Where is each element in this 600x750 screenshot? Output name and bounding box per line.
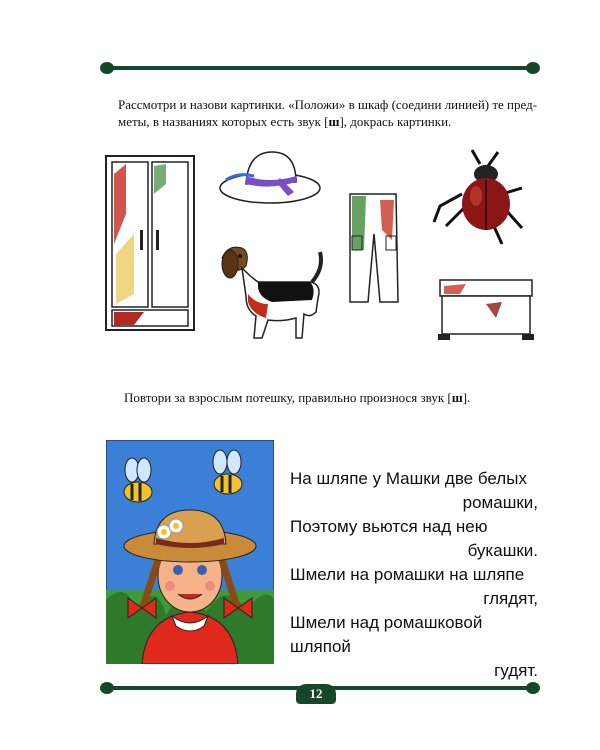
hat-picture[interactable] [218,146,322,206]
poem-line-8: гудят. [494,661,538,680]
poem-line-2: ромашки, [462,493,538,512]
poem-line-6: глядят, [483,589,538,608]
poem [290,467,546,683]
task1-line2: меты, в названиях которых есть звук [ш], докрась картинки. [118,114,452,129]
beetle-picture[interactable] [432,144,528,248]
trousers-picture[interactable] [344,190,402,306]
task1-line1: Рассмотри и назови картинки. «Положи» в шкаф (соедини линией) те пред- [118,97,538,112]
page-number: 12 [296,684,336,704]
task2-instruction: Повтори за взрослым потешку, правильно произнося звук [ш]. [124,390,471,405]
top-divider [100,62,540,74]
poem-line-5: Шмели на ромашки на шляпе [290,565,525,584]
poem-line-3: Поэтому вьются над нею [290,517,488,536]
wardrobe-picture[interactable] [104,154,196,332]
dog-picture[interactable] [212,238,330,344]
chest-picture[interactable] [436,274,536,344]
poem-line-4: букашки. [467,541,538,560]
task1-instruction [118,96,558,130]
poem-line-7: Шмели над ромашковой шляпой [290,613,483,656]
poem-line-1: На шляпе у Машки две белых [290,469,527,488]
girl-with-hat-illustration [106,440,274,664]
